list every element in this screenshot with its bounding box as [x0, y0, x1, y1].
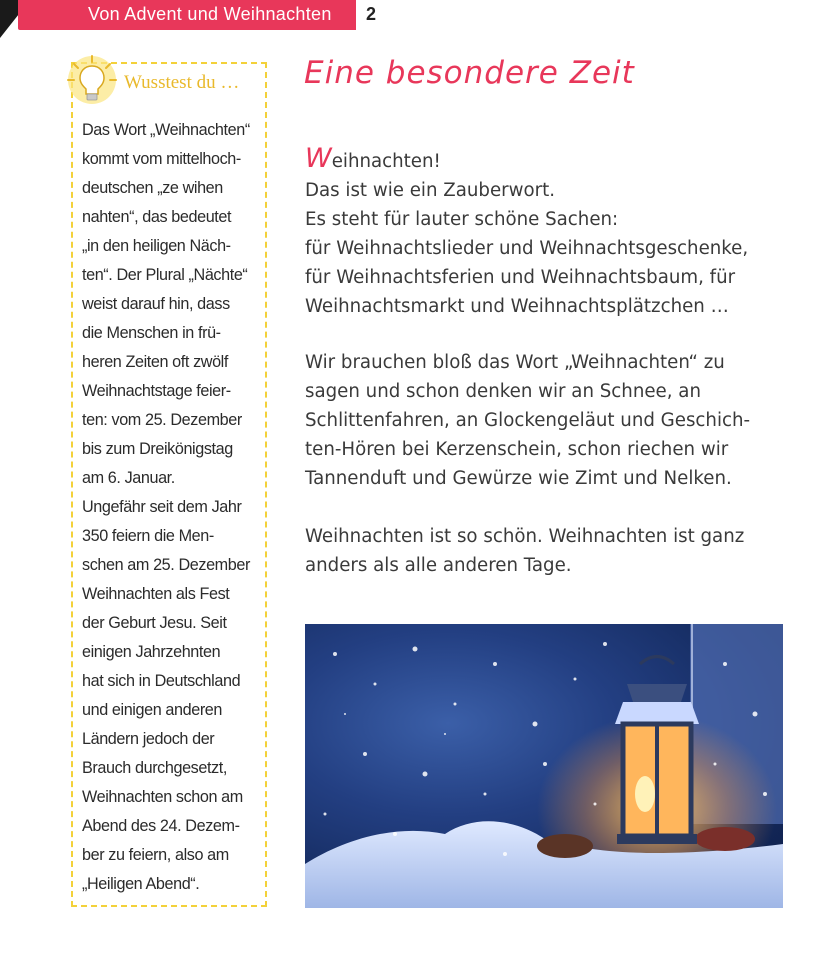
sidebar-line: 350 feiern die Men-	[82, 527, 214, 545]
paragraph-line: Weihnachtsmarkt und Weihnachtsplätzchen …	[305, 296, 729, 317]
sidebar-line: deutschen „ze wihen	[82, 179, 223, 197]
paragraph-line-text: eihnachten!	[331, 151, 441, 172]
paragraph-1	[305, 144, 805, 321]
sidebar-line: ten: vom 25. Dezember	[82, 411, 242, 429]
sidebar-line: Abend des 24. Dezem-	[82, 817, 240, 835]
sidebar-line: Ländern jedoch der	[82, 730, 215, 748]
sidebar-line: „in den heiligen Näch-	[82, 237, 231, 255]
sidebar-line: Weihnachten als Fest	[82, 585, 230, 603]
winter-lantern-photo	[305, 624, 783, 908]
paragraph-line: sagen und schon denken wir an Schnee, an	[305, 381, 701, 402]
sidebar-line: ten“. Der Plural „Nächte“	[82, 266, 248, 284]
page-title: Eine besondere Zeit	[304, 55, 635, 91]
sidebar-line: Weihnachtstage feier-	[82, 382, 231, 400]
paragraph-line: Weihnachten ist so schön. Weihnachten ist ganz	[305, 526, 745, 547]
sidebar-line: Das Wort „Weihnachten“	[82, 121, 250, 139]
sidebar-line: und einigen anderen	[82, 701, 223, 719]
paragraph-line: für Weihnachtslieder und Weihnachtsgeschenke,	[305, 238, 749, 259]
page-number: 2	[366, 4, 377, 24]
lantern	[615, 657, 699, 845]
paragraph-line: Schlittenfahren, an Glockengeläut und Geschich-	[305, 410, 751, 431]
paragraph-line: Das ist wie ein Zauberwort.	[305, 180, 556, 201]
drop-cap: W	[305, 143, 332, 174]
paragraph-line: Wir brauchen bloß das Wort „Weihnachten“ zu	[305, 352, 725, 373]
sidebar-line: kommt vom mittelhoch-	[82, 150, 241, 168]
sidebar-line: die Menschen in frü-	[82, 324, 221, 342]
paragraph-line: anders als alle anderen Tage.	[305, 555, 572, 576]
paragraph-line: ten-Hören bei Kerzenschein, schon riechen wir	[305, 439, 729, 460]
sidebar-line: „Heiligen Abend“.	[82, 875, 200, 893]
lantern-scene	[305, 624, 783, 908]
chapter-title: Von Advent und Weihnachten	[88, 4, 332, 24]
did-you-know-heading: Wusstest du …	[124, 72, 240, 93]
paragraph-line: Tannenduft und Gewürze wie Zimt und Nelken.	[305, 468, 732, 489]
sidebar-line: schen am 25. Dezember	[82, 556, 250, 574]
sidebar-line: Ungefähr seit dem Jahr	[82, 498, 242, 516]
sidebar-line: einigen Jahrzehnten	[82, 643, 221, 661]
paragraph-2	[305, 348, 805, 493]
sidebar-line: der Geburt Jesu. Seit	[82, 614, 227, 632]
sidebar-line: ber zu feiern, also am	[82, 846, 229, 864]
sidebar-line: weist darauf hin, dass	[82, 295, 230, 313]
sidebar-line: nahten“, das bedeutet	[82, 208, 232, 226]
sidebar-line: am 6. Januar.	[82, 469, 175, 487]
paragraph-line: Es steht für lauter schöne Sachen:	[305, 209, 619, 230]
paragraph-line: für Weihnachtsferien und Weihnachtsbaum, für	[305, 267, 736, 288]
sidebar-line: Brauch durchgesetzt,	[82, 759, 227, 777]
sidebar-line: bis zum Dreikönigstag	[82, 440, 233, 458]
lightbulb-icon	[64, 52, 120, 108]
chapter-header-bar	[18, 0, 356, 30]
paragraph-line	[305, 144, 805, 176]
did-you-know-text	[82, 116, 262, 899]
paragraph-3	[305, 522, 805, 580]
sidebar-line: hat sich in Deutschland	[82, 672, 241, 690]
sidebar-line: heren Zeiten oft zwölf	[82, 353, 228, 371]
sidebar-line: Weihnachten schon am	[82, 788, 243, 806]
